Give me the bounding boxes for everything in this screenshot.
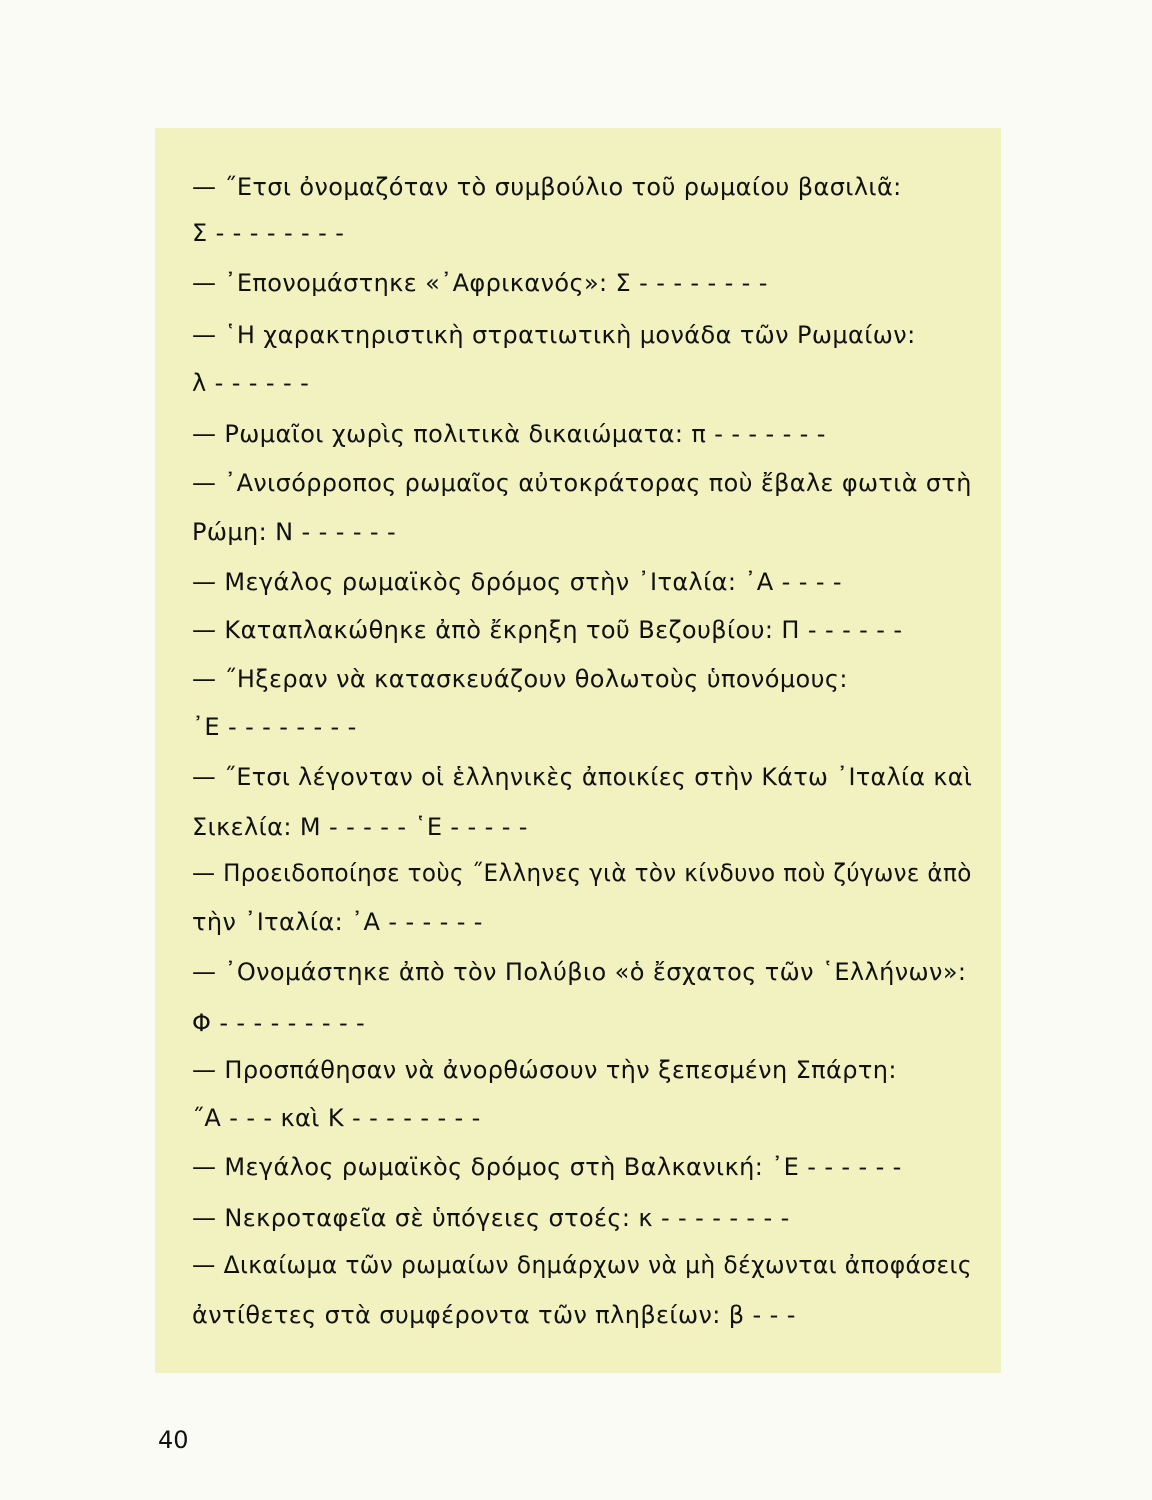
text-line: — Μεγάλος ρωμαϊκὸς δρόμος στὴ Βαλκανική: ᾿Ε - - - - - - xyxy=(192,1153,902,1181)
text-line: — ˝Ηξεραν νὰ κατασκευάζουν θολωτοὺς ὑπονόμους: xyxy=(192,665,848,693)
text-line: — Προειδοποίησε τοὺς ˝Ελληνες γιὰ τὸν κίνδυνο ποὺ ζύγωνε ἀπὸ xyxy=(192,859,972,887)
text-line: τὴν ᾿Ιταλία: ᾿Α - - - - - - xyxy=(192,908,483,936)
page-number: 40 xyxy=(158,1426,189,1454)
text-line: — ῾Η χαρακτηριστικὴ στρατιωτικὴ μονάδα τῶν Ρωμαίων: xyxy=(192,321,916,349)
text-line: — ᾿Επονομάστηκε «᾿Αφρικανός»: Σ - - - - - - - - xyxy=(192,269,768,297)
text-line: — ˝Ετσι ὀνομαζόταν τὸ συμβούλιο τοῦ ρωμαίου βασιλιᾶ: xyxy=(192,173,902,201)
exercise-panel xyxy=(155,128,1001,1373)
text-line: — Καταπλακώθηκε ἀπὸ ἔκρηξη τοῦ Βεζουβίου: Π - - - - - - xyxy=(192,616,903,644)
text-line: — Ρωμαῖοι χωρὶς πολιτικὰ δικαιώματα: π - - - - - - - xyxy=(192,420,826,448)
text-line: Σ - - - - - - - - xyxy=(192,219,345,247)
text-line: — Νεκροταφεῖα σὲ ὑπόγειες στοές: κ - - - - - - - - xyxy=(192,1204,790,1232)
text-line: ᾿Ε - - - - - - - - xyxy=(192,713,357,741)
text-line: λ - - - - - - xyxy=(192,369,310,397)
text-line: — Δικαίωμα τῶν ρωμαίων δημάρχων νὰ μὴ δέχωνται ἀποφάσεις xyxy=(192,1251,972,1279)
text-line: — Μεγάλος ρωμαϊκὸς δρόμος στὴν ᾿Ιταλία: ᾿Α - - - - xyxy=(192,568,842,596)
text-line: ˝Α - - - καὶ Κ - - - - - - - - xyxy=(192,1104,481,1132)
text-line: — Προσπάθησαν νὰ ἀνορθώσουν τὴν ξεπεσμένη Σπάρτη: xyxy=(192,1056,897,1084)
text-line: Φ - - - - - - - - - xyxy=(192,1009,366,1037)
text-line: Ρώμη: Ν - - - - - - xyxy=(192,518,397,546)
text-line: — ᾿Ονομάστηκε ἀπὸ τὸν Πολύβιο «ὁ ἔσχατος τῶν ῾Ελλήνων»: xyxy=(192,958,967,986)
text-line: — ᾿Ανισόρροπος ρωμαῖος αὐτοκράτορας ποὺ ἔβαλε φωτιὰ στὴ xyxy=(192,469,972,497)
text-line: ἀντίθετες στὰ συμφέροντα τῶν πληβείων: β - - - xyxy=(192,1301,796,1329)
text-line: — ˝Ετσι λέγονταν οἱ ἑλληνικὲς ἀποικίες στὴν Κάτω ᾿Ιταλία καὶ xyxy=(192,763,973,791)
text-line: Σικελία: Μ - - - - - ῾Ε - - - - - xyxy=(192,813,528,841)
